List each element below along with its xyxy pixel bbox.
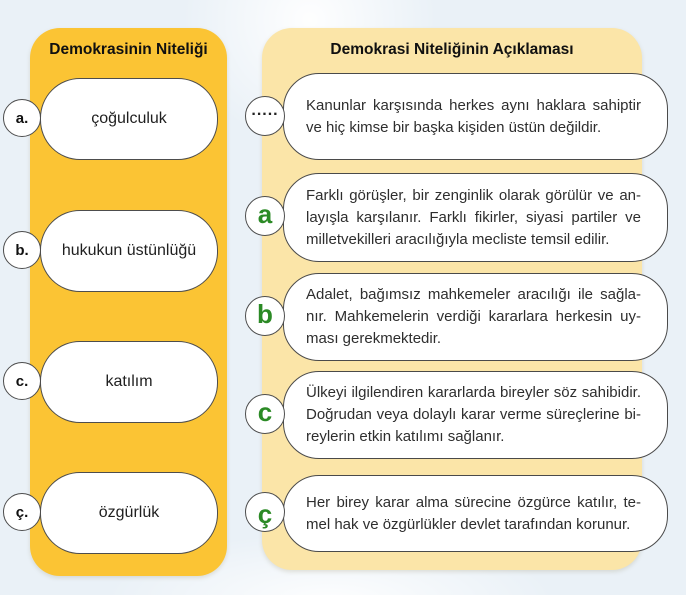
bubble-line: nır. Mahkemelerin verdiği kararlara herkesin uy- bbox=[306, 308, 641, 325]
explanation-bubble-5 bbox=[283, 475, 668, 552]
bubble-line: Her birey karar alma sürecine özgürce katılır, te- bbox=[306, 493, 641, 511]
answer-letter: a bbox=[257, 199, 273, 229]
answer-slot-b[interactable] bbox=[245, 296, 285, 336]
bubble-line: Ülkeyi ilgilendiren kararlarda bireyler söz sahibidir. bbox=[306, 384, 641, 401]
option-label-b: b. bbox=[3, 231, 41, 269]
answer-slot-c[interactable] bbox=[245, 394, 285, 434]
bubble-line: Kanunlar karşısında herkes aynı haklara sahiptir bbox=[306, 96, 641, 114]
bubble-line: Adalet, bağımsız mahkemeler aracılığı ile sağla- bbox=[306, 286, 641, 303]
bubble-line: reylerin etkin katılımı sağlanır. bbox=[306, 428, 505, 445]
quality-keyword: hukukun üstünlüğü bbox=[61, 242, 197, 259]
answer-dots: ..... bbox=[251, 102, 279, 119]
explanations-panel-title: Demokrasi Niteliğinin Açıklaması bbox=[330, 41, 574, 58]
bubble-line: ve hiç kimse bir başka kişiden üstün değildir. bbox=[306, 118, 602, 136]
quality-keyword: özgürlük bbox=[98, 504, 160, 521]
bubble-line: mel hak ve özgürlükler devlet tarafından korunur. bbox=[306, 515, 631, 533]
quality-keyword: katılım bbox=[105, 373, 153, 390]
option-label-c: c. bbox=[3, 362, 41, 400]
answer-slot-a[interactable] bbox=[245, 196, 285, 236]
bubble-line: milletvekilleri aracılığıyla mecliste temsil edilir. bbox=[306, 230, 610, 248]
bubble-line: Doğrudan veya dolaylı karar verme süreçlerine bi- bbox=[306, 406, 641, 423]
answer-letter: c bbox=[257, 397, 273, 427]
explanation-bubble-2 bbox=[283, 173, 668, 262]
answer-letter: b bbox=[257, 299, 273, 329]
bubble-line: ması gerekmektedir. bbox=[306, 330, 442, 347]
qualities-panel-title: Demokrasinin Niteliği bbox=[49, 41, 208, 58]
option-label-cc: ç. bbox=[3, 493, 41, 531]
bubble-line: layışla karşılanır. Farklı fikirler, siyasi partiler ve bbox=[306, 208, 641, 226]
quality-pill-cogulculuk[interactable] bbox=[40, 78, 218, 160]
answer-letter: ç bbox=[257, 499, 273, 529]
explanation-bubble-3 bbox=[283, 273, 668, 361]
answer-slot-empty[interactable] bbox=[245, 96, 285, 136]
quality-pill-ozgurluk[interactable] bbox=[40, 472, 218, 554]
bubble-line: Farklı görüşler, bir zenginlik olarak görülür ve an- bbox=[306, 186, 641, 204]
quality-keyword: çoğulculuk bbox=[91, 110, 167, 127]
answer-slot-cc[interactable] bbox=[245, 492, 285, 532]
explanation-bubble-4 bbox=[283, 371, 668, 459]
quality-pill-katilim[interactable] bbox=[40, 341, 218, 423]
option-label-a: a. bbox=[3, 99, 41, 137]
explanation-bubble-1 bbox=[283, 73, 668, 160]
quality-pill-hukukun-ustunlugu[interactable] bbox=[40, 210, 218, 292]
